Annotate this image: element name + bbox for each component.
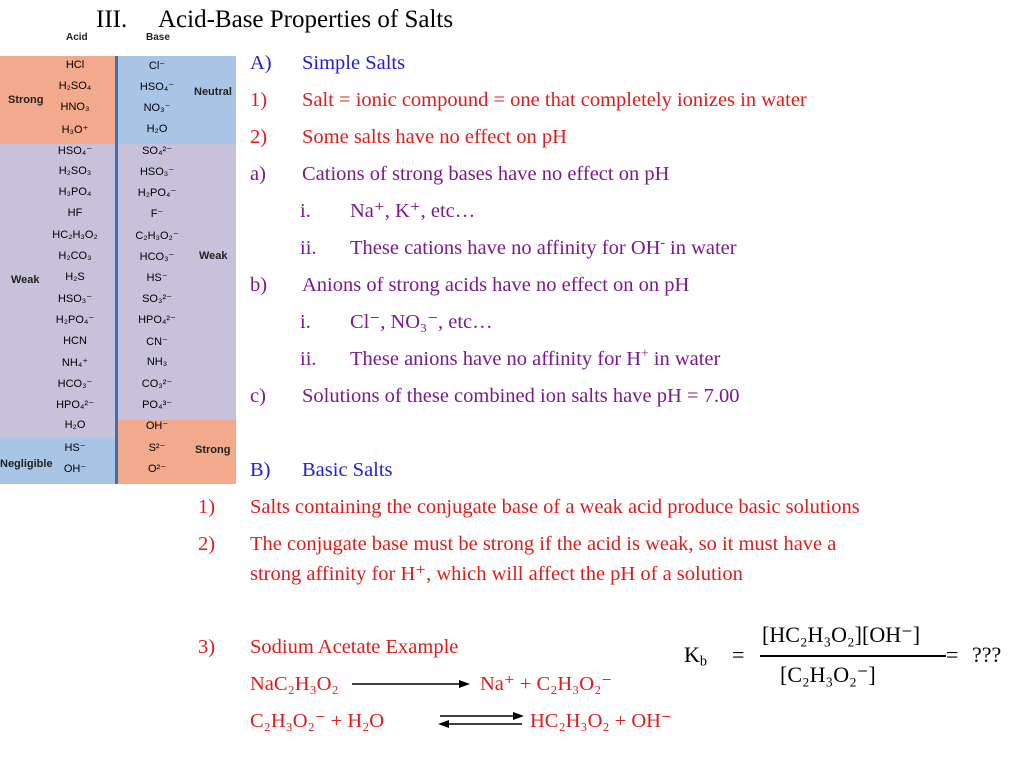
slide-title	[96, 6, 453, 34]
label-B2: 2)	[198, 533, 216, 555]
line-Ab	[250, 272, 850, 298]
table-base-cell: HPO₄²⁻	[138, 314, 176, 327]
table-base-cell: Cl⁻	[148, 60, 166, 72]
table-acid-cell: HPO₄²⁻	[56, 399, 94, 412]
table-base-cell: HS⁻	[146, 272, 168, 284]
line-Ac	[250, 383, 900, 409]
label-Abi: i.	[300, 311, 311, 333]
text-Abi: Cl⁻, NO₃⁻, etc…	[350, 311, 493, 333]
line-B2	[198, 531, 1018, 557]
label-weak-acid: Weak	[11, 274, 40, 286]
table-base-cell: PO₄³⁻	[142, 399, 172, 412]
table-acid-cell: H₂SO₄	[58, 80, 92, 93]
label-strong: Strong	[8, 94, 44, 106]
label-neutral: Neutral	[194, 86, 232, 98]
line-B3	[198, 634, 698, 660]
text-A2: Some salts have no effect on pH	[302, 126, 567, 148]
line-Abii	[300, 346, 900, 372]
header-base: Base	[146, 32, 170, 43]
reaction1-right: Na⁺ + C₂H₃O₂⁻	[480, 673, 613, 695]
reaction1-left: NaC₂H₃O₂	[250, 673, 339, 695]
table-base-cell: H₂PO₄⁻	[137, 187, 177, 200]
table-base-cell: C₂H₃O₂⁻	[135, 229, 179, 242]
kb-symbol-sub: b	[699, 653, 708, 670]
text-Aaii	[350, 235, 737, 261]
table-base-cell: HSO₃⁻	[139, 166, 175, 178]
table-acid-cell: H₂SO₃	[58, 165, 92, 177]
label-A1: 1)	[250, 89, 268, 111]
text-B3: Sodium Acetate Example	[250, 636, 459, 658]
table-base-cell: SO₃²⁻	[142, 293, 172, 306]
table-acid-cell: H₃PO₄	[58, 186, 92, 199]
text-Aa: Cations of strong bases have no effect on pH	[302, 163, 670, 185]
kb-symbol	[684, 642, 707, 668]
table-acid-cell: HCO₃⁻	[57, 378, 93, 390]
label-A: A)	[250, 52, 272, 74]
label-Abii: ii.	[300, 348, 317, 370]
table-base-cell: HCO₃⁻	[139, 250, 175, 263]
table-acid-cell: OH⁻	[63, 462, 87, 475]
text-Ac: Solutions of these combined ion salts have pH = 7.00	[302, 385, 740, 407]
table-base-cell: HSO₄⁻	[139, 81, 175, 94]
label-negligible: Negligible	[0, 458, 53, 470]
table-acid-cell: HCN	[63, 334, 87, 347]
label-B: B)	[250, 459, 271, 481]
reaction2-left: C₂H₃O₂⁻ + H₂O	[250, 710, 385, 732]
line-B1	[198, 494, 1018, 520]
table-acid-cell: H₂O	[64, 419, 86, 432]
table-acid-cell: NH₄⁺	[61, 356, 89, 369]
reaction2-right: HC₂H₃O₂ + OH⁻	[530, 710, 672, 732]
label-strong-base: Strong	[195, 444, 231, 456]
label-Aa: a)	[250, 163, 266, 185]
table-acid-cell: H₃O⁺	[61, 123, 89, 136]
text-Abii-sup: +	[641, 345, 649, 361]
text-Aaii-post: in water	[664, 237, 737, 259]
text-B: Basic Salts	[302, 459, 393, 481]
table-acid-cell: H₂S	[65, 271, 85, 283]
table-acid-cell: H₂PO₄⁻	[55, 314, 95, 327]
text-B2-l2: strong affinity for H⁺, which will affect the pH of a solution	[250, 563, 743, 585]
table-base-cell: NO₃⁻	[143, 102, 171, 115]
text-A1: Salt = ionic compound = one that completely ionizes in water	[302, 89, 807, 111]
text-Abii-post: in water	[648, 348, 721, 370]
table-acid-cell: H₂CO₃	[58, 249, 92, 262]
text-A: Simple Salts	[302, 52, 406, 74]
text-B2-l1: The conjugate base must be strong if the acid is weak, so it must have a	[250, 533, 837, 555]
table-base-cell: S²⁻	[148, 441, 166, 454]
label-weak-base: Weak	[199, 250, 228, 262]
text-B1: Salts containing the conjugate base of a weak acid produce basic solutions	[250, 496, 860, 518]
table-base-cell: O²⁻	[147, 462, 167, 475]
title-text: Acid-Base Properties of Salts	[158, 6, 454, 33]
table-acid-cell: HF	[67, 207, 83, 220]
table-base-cell: CN⁻	[146, 335, 168, 348]
label-B3: 3)	[198, 636, 216, 658]
acid-base-table	[0, 32, 236, 484]
label-Ab: b)	[250, 274, 268, 296]
forward-arrow-icon	[350, 677, 472, 691]
table-acid-cell: HC₂H₃O₂	[52, 228, 98, 241]
table-acid-cell: HSO₃⁻	[57, 293, 93, 306]
table-acid-cell: HCl	[65, 59, 85, 71]
line-A	[250, 50, 550, 76]
table-base-cell: H₂O	[146, 122, 168, 135]
line-Aaii	[300, 235, 900, 261]
kb-equals-1: =	[732, 642, 745, 667]
equilibrium-arrow-icon	[436, 710, 526, 730]
table-acid-cell: HS⁻	[64, 441, 86, 454]
table-base-cell: SO₄²⁻	[142, 144, 172, 157]
table-base-cell: OH⁻	[145, 420, 169, 433]
line-A2	[250, 124, 750, 150]
kb-fraction-bar	[760, 655, 946, 657]
table-acid-cell: HNO₃	[60, 101, 90, 114]
line-B2b	[250, 561, 950, 587]
label-A2: 2)	[250, 126, 268, 148]
line-Abi	[300, 309, 700, 335]
table-base-cell: CO₃²⁻	[141, 378, 173, 390]
header-acid: Acid	[66, 32, 88, 43]
kb-expression	[684, 622, 1024, 692]
line-Aa	[250, 161, 850, 187]
text-Aai: Na⁺, K⁺, etc…	[350, 200, 476, 222]
kb-result: ???	[972, 642, 1002, 667]
line-A1	[250, 87, 950, 113]
label-B1: 1)	[198, 496, 216, 518]
line-B	[250, 457, 550, 483]
text-Ab: Anions of strong acids have no effect on on pH	[302, 274, 690, 296]
text-Abii-pre: These anions have no affinity for H	[350, 348, 642, 370]
text-Abii	[350, 346, 720, 372]
kb-numerator: [HC₂H₃O₂][OH⁻]	[762, 622, 921, 647]
kb-equals-2: =	[946, 642, 959, 667]
label-Aai: i.	[300, 200, 311, 222]
kb-denominator: [C₂H₃O₂⁻]	[780, 662, 876, 687]
table-base-cell: F⁻	[150, 208, 164, 221]
label-Aaii: ii.	[300, 237, 317, 259]
title-numeral: III.	[96, 6, 128, 33]
table-acid-cell: HSO₄⁻	[57, 144, 93, 157]
text-Aaii-pre: These cations have no affinity for OH	[350, 237, 661, 259]
text-Aaii-sup: -	[660, 234, 665, 250]
table-base-cell: NH₃	[146, 355, 168, 368]
kb-symbol-letter: K	[684, 642, 700, 667]
label-Ac: c)	[250, 385, 266, 407]
line-Aai	[300, 198, 700, 224]
